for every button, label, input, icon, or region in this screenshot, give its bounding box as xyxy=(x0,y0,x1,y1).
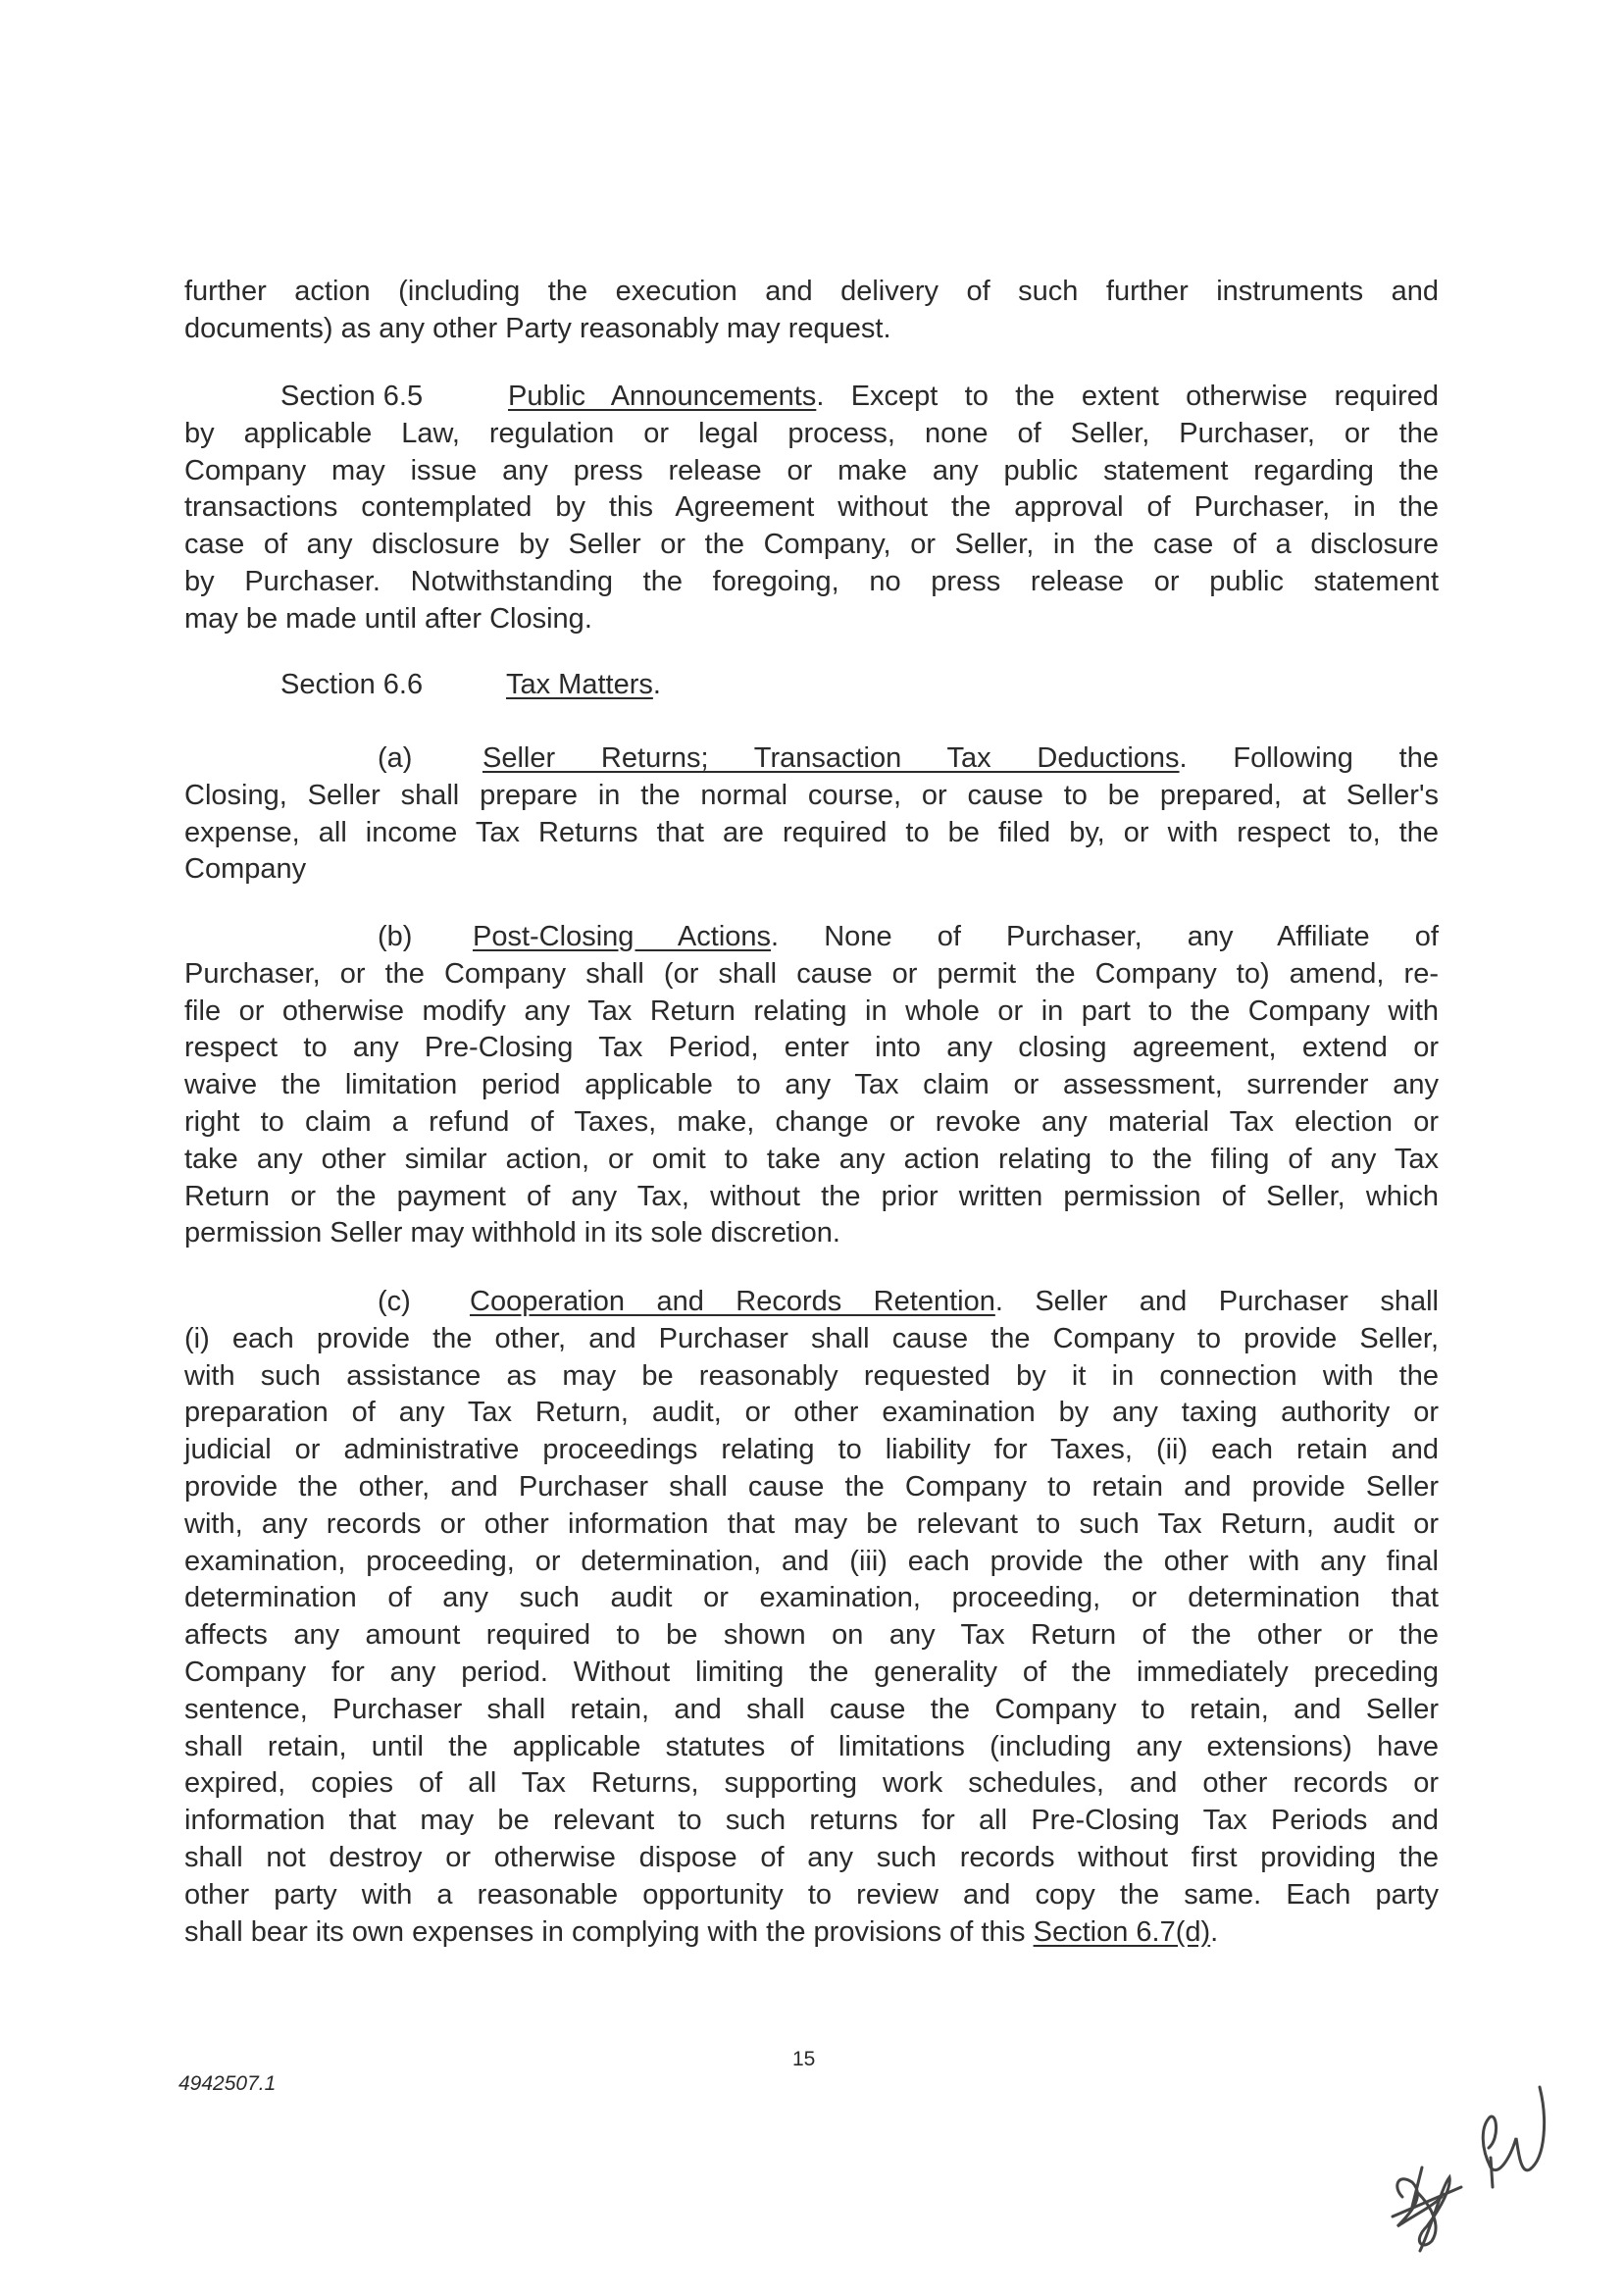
text-line: examination, proceeding, or determination, and (iii) each provide the other with any final xyxy=(184,1545,1439,1577)
text-line: affects any amount required to be shown on any Tax Return of the other or the xyxy=(184,1619,1439,1652)
text-line: permission Seller may withhold in its sole discretion. xyxy=(184,1217,840,1249)
text-line: Closing, Seller shall prepare in the normal course, or cause to be prepared, at Seller's xyxy=(184,779,1439,811)
text-line: with such assistance as may be reasonably requested by it in connection with the xyxy=(184,1359,1439,1392)
text-line: file or otherwise modify any Tax Return relating in whole or in part to the Company with xyxy=(184,994,1439,1027)
handwritten-initials-signature xyxy=(1373,2079,1589,2256)
section-label: (a) xyxy=(378,742,413,774)
section-heading: Post-Closing Actions xyxy=(473,921,772,952)
paragraph-section-6-6-c xyxy=(184,1284,1439,1951)
section-cross-reference: Section 6.7(d) xyxy=(1033,1915,1211,1948)
text-line: documents) as any other Party reasonably may request. xyxy=(184,312,891,344)
text-line: Company xyxy=(184,853,307,886)
heading-line-text: . Following the xyxy=(1179,742,1439,774)
paragraph-section-6-6 xyxy=(184,667,1439,704)
text-line: take any other similar action, or omit to take any action relating to the filing of any Tax xyxy=(184,1143,1439,1175)
section-label: Section 6.5 xyxy=(280,381,424,412)
text-line-segment: shall bear its own expenses in complying with the provisions of this xyxy=(184,1915,1034,1948)
text-line xyxy=(184,1914,1439,1952)
section-heading: Tax Matters xyxy=(506,669,653,700)
heading-line-text: . Seller and Purchaser shall xyxy=(994,1286,1439,1317)
heading-line xyxy=(184,1284,1439,1321)
text-line: respect to any Pre-Closing Tax Period, enter into any closing agreement, extend or xyxy=(184,1032,1439,1064)
text-line: expired, copies of all Tax Returns, supporting work schedules, and other records or xyxy=(184,1767,1439,1800)
text-line-segment: . xyxy=(1210,1915,1219,1948)
text-line: by applicable Law, regulation or legal process, none of Seller, Purchaser, or the xyxy=(184,417,1439,449)
section-heading: Cooperation and Records Retention xyxy=(470,1286,995,1317)
paragraph-section-6-6-b xyxy=(184,919,1439,1252)
text-line: information that may be relevant to such returns for all Pre-Closing Tax Periods and xyxy=(184,1805,1439,1837)
paragraph-continuation xyxy=(184,274,1439,348)
section-heading: Seller Returns; Transaction Tax Deductions xyxy=(482,742,1180,774)
text-line: case of any disclosure by Seller or the Company, or Seller, in the case of a disclosure xyxy=(184,529,1439,561)
section-label: Section 6.6 xyxy=(280,669,424,700)
text-line: right to claim a refund of Taxes, make, change or revoke any material Tax election or xyxy=(184,1105,1439,1138)
text-line: Company may issue any press release or make any public statement regarding the xyxy=(184,454,1439,486)
text-line: provide the other, and Purchaser shall cause the Company to retain and provide Seller xyxy=(184,1470,1439,1503)
paragraph-section-6-6-a xyxy=(184,740,1439,889)
page-number: 15 xyxy=(792,2048,816,2070)
heading-line xyxy=(184,379,1439,416)
heading-line-text: . None of Purchaser, any Affiliate of xyxy=(771,921,1439,952)
heading-line xyxy=(184,919,1439,956)
text-line: preparation of any Tax Return, audit, or other examination by any taxing authority or xyxy=(184,1397,1439,1429)
section-heading: Public Announcements xyxy=(508,381,817,412)
heading-line xyxy=(184,667,1439,704)
text-line: other party with a reasonable opportunity to review and copy the same. Each party xyxy=(184,1878,1439,1911)
text-line: sentence, Purchaser shall retain, and shall cause the Company to retain, and Seller xyxy=(184,1693,1439,1725)
text-line: waive the limitation period applicable to any Tax claim or assessment, surrender any xyxy=(184,1069,1439,1101)
text-line: Return or the payment of any Tax, without the prior written permission of Seller, which xyxy=(184,1180,1439,1212)
heading-line-text: . xyxy=(652,669,661,700)
text-line: shall not destroy or otherwise dispose of any such records without first providing the xyxy=(184,1841,1439,1873)
text-line: expense, all income Tax Returns that are required to be filed by, or with respect to, the xyxy=(184,816,1439,848)
text-line: determination of any such audit or examination, proceeding, or determination that xyxy=(184,1582,1439,1614)
document-id: 4942507.1 xyxy=(178,2072,277,2095)
paragraph-section-6-5 xyxy=(184,379,1439,638)
text-line: Purchaser, or the Company shall (or shall cause or permit the Company to) amend, re- xyxy=(184,957,1439,990)
text-line: transactions contemplated by this Agreement without the approval of Purchaser, in the xyxy=(184,491,1439,524)
text-line: further action (including the execution and delivery of such further instruments and xyxy=(184,276,1439,307)
text-line: with, any records or other information that may be relevant to such Tax Return, audit or xyxy=(184,1507,1439,1540)
text-line: by Purchaser. Notwithstanding the foregoing, no press release or public statement xyxy=(184,565,1439,597)
text-line: Company for any period. Without limiting the generality of the immediately preceding xyxy=(184,1656,1439,1688)
heading-line-text: . Except to the extent otherwise required xyxy=(816,381,1440,412)
section-label: (c) xyxy=(378,1286,411,1317)
heading-line xyxy=(184,740,1439,778)
text-line: (i) each provide the other, and Purchaser shall cause the Company to provide Seller, xyxy=(184,1322,1439,1354)
text-line: shall retain, until the applicable statutes of limitations (including any extensions) have xyxy=(184,1730,1439,1762)
text-line: judicial or administrative proceedings relating to liability for Taxes, (ii) each retain and xyxy=(184,1434,1439,1466)
section-label: (b) xyxy=(378,921,413,952)
text-line: may be made until after Closing. xyxy=(184,602,592,635)
